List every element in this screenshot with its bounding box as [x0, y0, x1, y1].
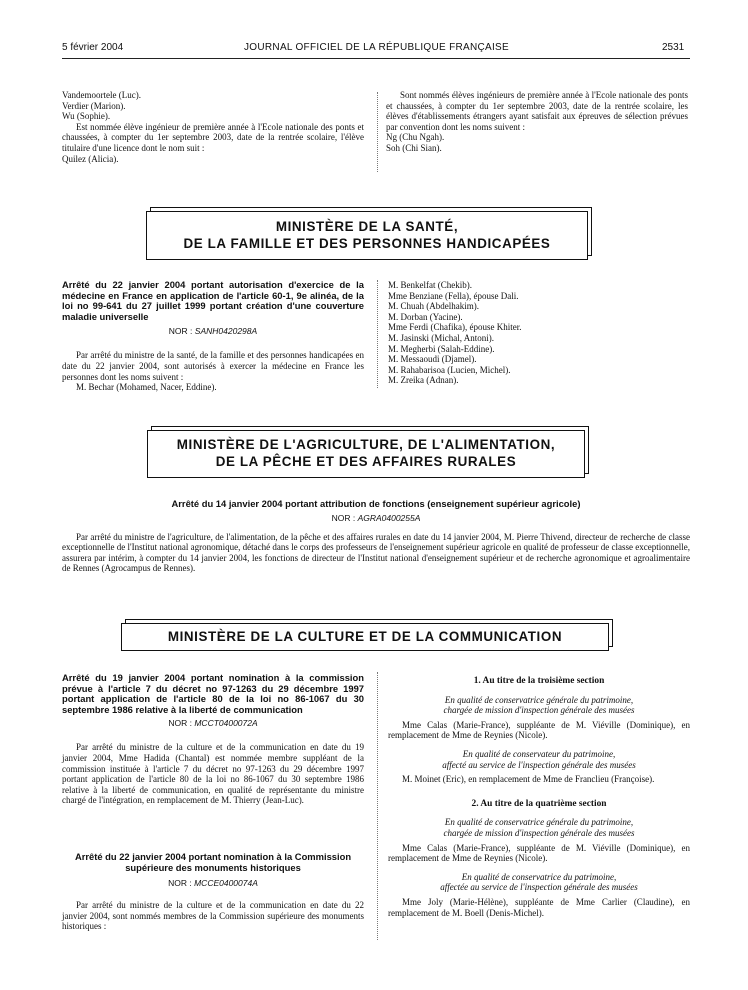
list-item: Mme Benziane (Fella), épouse Dali. [388, 290, 519, 301]
journal-title: JOURNAL OFFICIEL DE LA RÉPUBLIQUE FRANÇAISE [244, 42, 509, 53]
name-line: M. Bechar (Mohamed, Nacer, Eddine). [76, 382, 217, 393]
quality-line: En qualité de conservatrice générale du patrimoine, [444, 817, 634, 828]
section-heading: 2. Au titre de la quatrième section [471, 798, 607, 809]
list-item: M. Megherbi (Salah-Eddine). [388, 343, 495, 354]
ministry-title: MINISTÈRE DE L'AGRICULTURE, DE L'ALIMENTATION, [176, 437, 556, 452]
arrete-title: Arrêté du 14 janvier 2004 portant attribution de fonctions (enseignement supérieur agricole) [171, 498, 581, 509]
ministry-box-sante [146, 211, 588, 260]
names-list [388, 280, 688, 386]
nor-reference: NOR : MCCE0400074A [168, 878, 258, 889]
column-divider [377, 92, 378, 172]
paragraph: Par arrêté du ministre de la santé, de la famille et des personnes handicapées en date du 22 janvier 2004, sont autorisés à exercer la médecine en France les personnes dont les noms suivent : [62, 350, 364, 382]
paragraph: Mme Calas (Marie-France), suppléante de M. Viéville (Dominique), en remplacement de Mme de Reynies (Nicole). [388, 719, 690, 741]
ministry-title: MINISTÈRE DE LA SANTÉ, [275, 219, 459, 234]
paragraph: Sont nommés élèves ingénieurs de première année à l'Ecole nationale des ponts et chaussées, à compter du 1er septembre 2003, date de la rentrée scolaire, les élèves d'établissements étrangers ayant satisfait aux épreuves de sélection prévues par convention dont les noms suivent : [386, 90, 688, 132]
arrete-sante [62, 280, 364, 393]
name-line: Wu (Sophie). [62, 111, 111, 122]
arrete-title: Arrêté du 19 janvier 2004 portant nomination à la commission prévue à l'article 7 du décret no 97-1263 du 29 décembre 1997 portant application de l'article 80 de la loi no 86-1067 du 30 septembre 1986 relative à la liberté de communication [62, 672, 364, 715]
list-item: M. Messaoudi (Djamel). [388, 354, 477, 365]
quality-line: affecté au service de l'inspection générale des musées [442, 759, 636, 770]
arrete-body [62, 900, 364, 932]
ministry-title: MINISTÈRE DE LA CULTURE ET DE LA COMMUNICATION [167, 629, 563, 644]
arrete-culture-2 [62, 852, 364, 932]
name-line: Soh (Chi Sian). [386, 142, 442, 153]
paragraph: Mme Joly (Marie-Hélène), suppléante de Mme Carlier (Claudine), en remplacement de M. Boell (Denis-Michel). [388, 896, 690, 918]
top-left-column [62, 90, 364, 164]
list-item: M. Benkelfat (Chekib). [388, 280, 472, 290]
list-item: M. Chuah (Abdelhakim). [388, 301, 479, 312]
list-item: M. Dorban (Yacine). [388, 311, 463, 322]
quality-line: chargée de mission d'inspection générale des musées [443, 827, 635, 838]
nor-reference: NOR : SANH0420298A [168, 326, 258, 337]
list-item: Mme Ferdi (Chafika), épouse Khiter. [388, 322, 522, 333]
column-divider [377, 672, 378, 940]
paragraph: M. Moinet (Eric), en remplacement de Mme de Franclieu (Françoise). [402, 774, 655, 785]
header-rule [62, 58, 690, 59]
column-divider [377, 280, 378, 388]
ministry-title: DE LA FAMILLE ET DES PERSONNES HANDICAPÉES [183, 236, 551, 251]
paragraph: Par arrêté du ministre de la culture et de la communication en date du 22 janvier 2004, sont nommés membres de la Commission supérieure des monuments historiques : [62, 900, 364, 932]
paragraph: Par arrêté du ministre de la culture et de la communication en date du 19 janvier 2004, Mme Hadida (Chantal) est nommée membre suppléant de la commission instituée à l'article 7 du décret no 97-1263 du 29 décembre 1997 portant application de l'article 80 de la loi no 86-1067 du 30 septembre 1986 relative à la liberté de communication, en qualité de représentante du ministre chargé de l'intégration, en remplacement de M. Thierry (Jean-Luc). [62, 742, 364, 806]
top-right-column [386, 90, 688, 154]
quality-line: En qualité de conservateur du patrimoine, [462, 748, 616, 759]
quality-line: En qualité de conservatrice du patrimoine, [461, 871, 617, 882]
arrete-agri [62, 499, 690, 574]
paragraph: Mme Calas (Marie-France), suppléante de M. Viéville (Dominique), en remplacement de Mme de Reynies (Nicole). [388, 842, 690, 864]
list-item: M. Rahabarisoa (Lucien, Michel). [388, 364, 511, 375]
paragraph: Est nommée élève ingénieur de première année à l'Ecole nationale des ponts et chaussées, à compter du 1er septembre 2003, date de la rentrée scolaire, l'élève titulaire d'une licence dont le nom suit : [62, 121, 364, 153]
arrete-body [62, 532, 690, 574]
arrete-body [62, 350, 364, 392]
commission-members [388, 676, 690, 918]
name-line: Ng (Chu Ngah). [386, 132, 445, 143]
page-number: 2531 [662, 42, 685, 53]
nor-reference: NOR : AGRA0400255A [331, 512, 421, 523]
arrete-body [62, 742, 364, 806]
paragraph: Par arrêté du ministre de l'agriculture, de l'alimentation, de la pêche et des affaires rurales en date du 14 janvier 2004, M. Pierre Thivend, directeur de recherche de classe exceptionnelle de l'Institut national agronomique, détaché dans le corps des professeurs de l'enseignement supérieur agricole en qualité de professeur de classe exceptionnelle, assurera par intérim, à compter du 14 janvier 2004, les fonctions de directeur de l'Institut national d'enseignement supérieur et de recherche agronomique et agroalimentaire de Rennes (Agrocampus de Rennes). [62, 531, 690, 574]
quality-line: affectée au service de l'inspection générale des musées [440, 882, 638, 893]
arrete-culture-1 [62, 673, 364, 806]
section-heading: 1. Au titre de la troisième section [473, 676, 605, 686]
quality-line: chargée de mission d'inspection générale des musées [443, 705, 635, 716]
name-line: Verdier (Marion). [62, 100, 126, 111]
nor-reference: NOR : MCCT0400072A [168, 718, 258, 729]
ministry-title: DE LA PÊCHE ET DES AFFAIRES RURALES [215, 454, 517, 469]
name-line: Quilez (Alicia). [62, 153, 119, 164]
header-date: 5 février 2004 [62, 42, 124, 53]
list-item: M. Jasinski (Michal, Antoni). [388, 332, 494, 343]
name-line: Vandemoortele (Luc). [62, 90, 141, 100]
ministry-box-culture [121, 623, 609, 651]
arrete-title: Arrêté du 22 janvier 2004 portant nomination à la Commission supérieure des monuments historiques [74, 851, 352, 873]
quality-line: En qualité de conservatrice générale du patrimoine, [444, 694, 634, 705]
arrete-title: Arrêté du 22 janvier 2004 portant autorisation d'exercice de la médecine en France en application de l'article 60-1, 9e alinéa, de la loi no 99-641 du 27 juillet 1999 portant création d'une couverture maladie universelle [62, 279, 364, 322]
ministry-box-agri [147, 430, 585, 478]
list-item: M. Zreika (Adnan). [388, 375, 459, 386]
